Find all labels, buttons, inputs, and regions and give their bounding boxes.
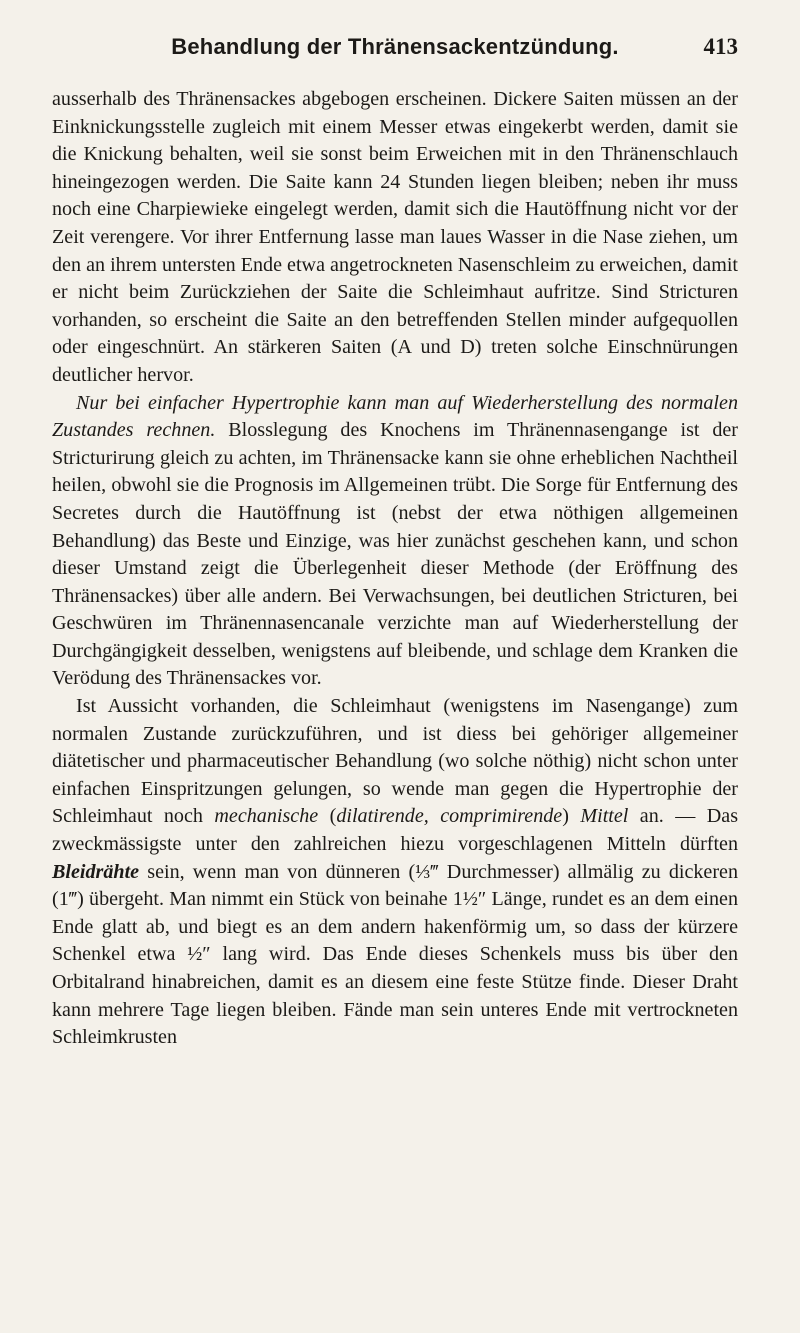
- paragraph-3-italic-bleidraehte: Bleidrähte: [52, 860, 140, 883]
- paragraph-2-text: Blosslegung des Knochens im Thränennasengange ist der Stricturirung gleich zu achten, im Thränensacke kann sie ohne erheblichen Nachtheil heilen, obwohl sie die Prognosis im Allgemeinen trübt. Die Sorge für Entfernung des Secretes durch die Hautöffnung ist (nebst der etwa nöthigen allgemeinen Behandlung) das Beste und Einzige, was hier zunächst geschehen kann, und schon dieser Umstand zeigt die Überlegenheit dieser Methode (der Eröffnung des Thränensackes) über alle andern. Bei Verwachsungen, bei deutlichen Stricturen, bei Geschwüren im Thränennasencanale verzichte man auf Wiederherstellung der Durchgängigkeit desselben, wenigstens auf bleibende, und schlage dem Kranken die Verödung des Thränensackes vor.: [52, 419, 738, 690]
- paragraph-3-italic-mittel: Mittel: [580, 805, 629, 828]
- paragraph-3-text-e: sein, wenn man von dünneren (⅓‴ Durchmesser) allmälig zu dickeren (1‴) übergeht. Man nimmt ein Stück von beinahe 1½″ Länge, rundet es an dem einen Ende glatt ab, und biegt es an dem andern hakenförmig um, so dass der kürzere Schenkel etwa ½″ lang wird. Das Ende dieses Schenkels muss bis über den Orbitalrand hinabreichen, damit es an diesem eine feste Stütze finde. Dieser Draht kann mehrere Tage liegen bleiben. Fände man sein unteres Ende mit vertrockneten Schleimkrusten: [52, 860, 738, 1049]
- paragraph-3-text-d: an. — Das zweckmässigste unter den zahlreichen hiezu vorgeschlagenen Mitteln dürften: [52, 805, 739, 856]
- running-title: Behandlung der Thränensackentzündung.: [171, 34, 619, 59]
- paragraph-1: ausserhalb des Thränensackes abgebogen erscheinen. Dickere Saiten müssen an der Einknickungsstelle zugleich mit einem Messer etwas eingekerbt werden, damit sie die Knickung behalten, weil sie sonst beim Erweichen mit in den Thränenschlauch hineingezogen werden. Die Saite kann 24 Stunden liegen bleiben; neben ihr muss noch eine Charpiewieke eingelegt werden, damit sich die Hautöffnung nicht vor der Zeit verengere. Vor ihrer Entfernung lasse man laues Wasser in die Nase ziehen, um den an ihrem untersten Ende etwa angetrockneten Nasenschleim zu erweichen, damit er nicht beim Zurückziehen der Saite die Schleimhaut aufritze. Sind Stricturen vorhanden, so erscheint die Saite an den betreffenden Stellen minder aufgequollen oder eingeschnürt. An stärkeren Saiten (A und D) treten solche Einschnürungen deutlicher hervor.: [52, 88, 738, 386]
- paragraph-3-italic-mechanische: mechanische: [214, 805, 319, 828]
- page-number: 413: [703, 34, 738, 59]
- paragraph-3-italic-dilatirende: dilatirende, comprimirende: [336, 805, 563, 828]
- paragraph-3: [52, 693, 738, 1052]
- paragraph-2-italic-lead: Nur bei einfacher Hypertrophie kann man auf Wiederherstellung des normalen Zustandes rechnen.: [52, 391, 738, 442]
- page-header: [52, 34, 738, 64]
- paragraph-3-text-b: (: [318, 805, 337, 828]
- body-text: [52, 86, 738, 1052]
- paragraph-2: [52, 390, 738, 694]
- paragraph-3-text-a: Ist Aussicht vorhanden, die Schleimhaut (wenigstens im Nasengange) zum normalen Zustande zurückzuführen, und ist diess bei gehöriger allgemeiner diätetischer und pharmaceutischer Behandlung (wo solche nöthig) nicht schon unter einfachen Einspritzungen gelungen, so wende man gegen die Hypertrophie der Schleimhaut noch: [52, 695, 738, 828]
- paragraph-3-text-c: ): [562, 805, 581, 828]
